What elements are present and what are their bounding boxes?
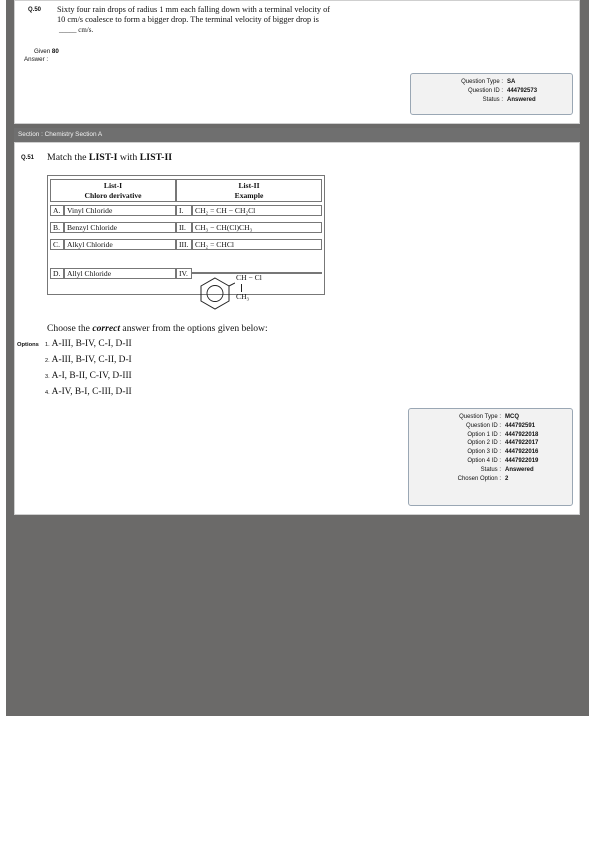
example-formula: CH₃ − CH(Cl)CH₃	[192, 222, 322, 233]
question-number: Q.50	[28, 7, 42, 13]
instruction-emphasis: correct	[92, 323, 121, 334]
question-line: 10 cm/s coalesce to form a bigger drop. The terminal velocity of bigger drop is	[57, 15, 319, 24]
chloro-name: Allyl Chloride	[64, 268, 176, 279]
header-line: Example	[234, 190, 264, 200]
row-numeral: IV.	[176, 268, 192, 279]
question-text	[57, 5, 557, 35]
option-2-id: 4447922017	[505, 440, 539, 447]
option-text: A-III, B-IV, C-I, D-II	[51, 339, 132, 349]
instruction-part: Choose the	[47, 323, 93, 334]
header-line: List-I	[103, 180, 123, 190]
row-letter: C.	[50, 239, 64, 250]
question-51-panel	[14, 142, 580, 515]
header-line: List-II	[238, 180, 260, 190]
meta-label: Question ID :	[467, 87, 503, 94]
table-row	[50, 219, 322, 236]
given-answer	[34, 48, 59, 55]
option-2[interactable]	[45, 355, 132, 367]
meta-label: Chosen Option :	[457, 475, 501, 482]
meta-label: Question Type :	[459, 414, 501, 420]
status-value: Answered	[505, 466, 534, 473]
answer-label: Answer :	[24, 56, 49, 63]
chloro-name: Alkyl Chloride	[64, 239, 176, 250]
title-text: with	[117, 152, 140, 163]
option-3[interactable]	[45, 371, 132, 383]
option-number: 2.	[45, 358, 50, 364]
question-meta-box	[408, 408, 573, 506]
example-formula: CH₂ = CH − CH₂Cl	[192, 205, 322, 216]
chloro-name: Benzyl Chloride	[64, 222, 176, 233]
question-line: Sixty four rain drops of radius 1 mm each falling down with a terminal velocity of	[57, 5, 331, 14]
chosen-option: 2	[505, 475, 509, 482]
substituent-top: CH − Cl	[236, 273, 262, 282]
question-meta-box	[410, 73, 573, 115]
bond-line	[241, 284, 242, 292]
meta-label: Status :	[482, 96, 503, 103]
row-letter: B.	[50, 222, 64, 233]
chloro-name: Vinyl Chloride	[64, 205, 176, 216]
question-title	[47, 152, 172, 163]
question-id: 444792573	[507, 87, 538, 94]
option-text: A-III, B-IV, C-II, D-I	[51, 355, 132, 365]
title-list1: LIST-I	[88, 152, 118, 163]
table-row	[50, 202, 322, 219]
meta-label: Option 3 ID :	[467, 449, 501, 456]
status-value: Answered	[507, 96, 536, 103]
meta-label: Status :	[480, 466, 501, 473]
meta-label: Question ID :	[465, 422, 501, 429]
substituent-bottom: CH₃	[236, 292, 250, 301]
table-row	[50, 253, 322, 293]
title-text: Match the	[47, 152, 89, 163]
option-3-id: 4447922016	[505, 449, 539, 456]
match-table	[50, 178, 322, 301]
option-text: A-IV, B-I, C-III, D-II	[51, 387, 132, 397]
given-value: 80	[51, 48, 59, 55]
row-letter: A.	[50, 205, 64, 216]
option-4-id: 4447922019	[505, 457, 539, 464]
section-header: Section : Chemistry Section A	[14, 128, 580, 142]
row-numeral: III.	[176, 239, 192, 250]
question-line: _____ cm/s.	[59, 26, 94, 34]
question-id: 444792591	[505, 422, 536, 429]
table-row	[50, 236, 322, 253]
question-type: SA	[507, 79, 516, 85]
row-numeral: II.	[176, 222, 192, 233]
instruction-text	[47, 323, 268, 334]
given-label: Given	[34, 48, 51, 55]
row-letter: D.	[50, 268, 64, 279]
meta-label: Option 1 ID :	[467, 431, 501, 438]
question-type: MCQ	[505, 414, 519, 420]
list1-header	[50, 179, 176, 202]
meta-label: Question Type :	[461, 79, 503, 85]
header-line: Chloro derivative	[84, 190, 142, 200]
option-1-id: 4447922018	[505, 431, 539, 438]
benzene-ring-structure	[195, 275, 235, 311]
structure-cell	[192, 272, 322, 301]
option-number: 4.	[45, 390, 50, 396]
option-4[interactable]	[45, 387, 132, 399]
option-text: A-I, B-II, C-IV, D-III	[51, 371, 132, 381]
title-list2: LIST-II	[139, 152, 173, 163]
meta-label: Option 4 ID :	[467, 457, 501, 464]
row-numeral: I.	[176, 205, 192, 216]
question-number: Q.51	[21, 155, 35, 161]
list2-header	[176, 179, 322, 202]
options-label: Options	[17, 342, 39, 348]
instruction-part: answer from the options given below:	[120, 323, 268, 334]
question-50-panel	[14, 0, 580, 124]
meta-label: Option 2 ID :	[467, 440, 501, 447]
option-number: 3.	[45, 374, 50, 380]
example-formula: CH₂ = CHCl	[192, 239, 322, 250]
option-1[interactable]	[45, 339, 132, 351]
option-number: 1.	[45, 342, 50, 348]
